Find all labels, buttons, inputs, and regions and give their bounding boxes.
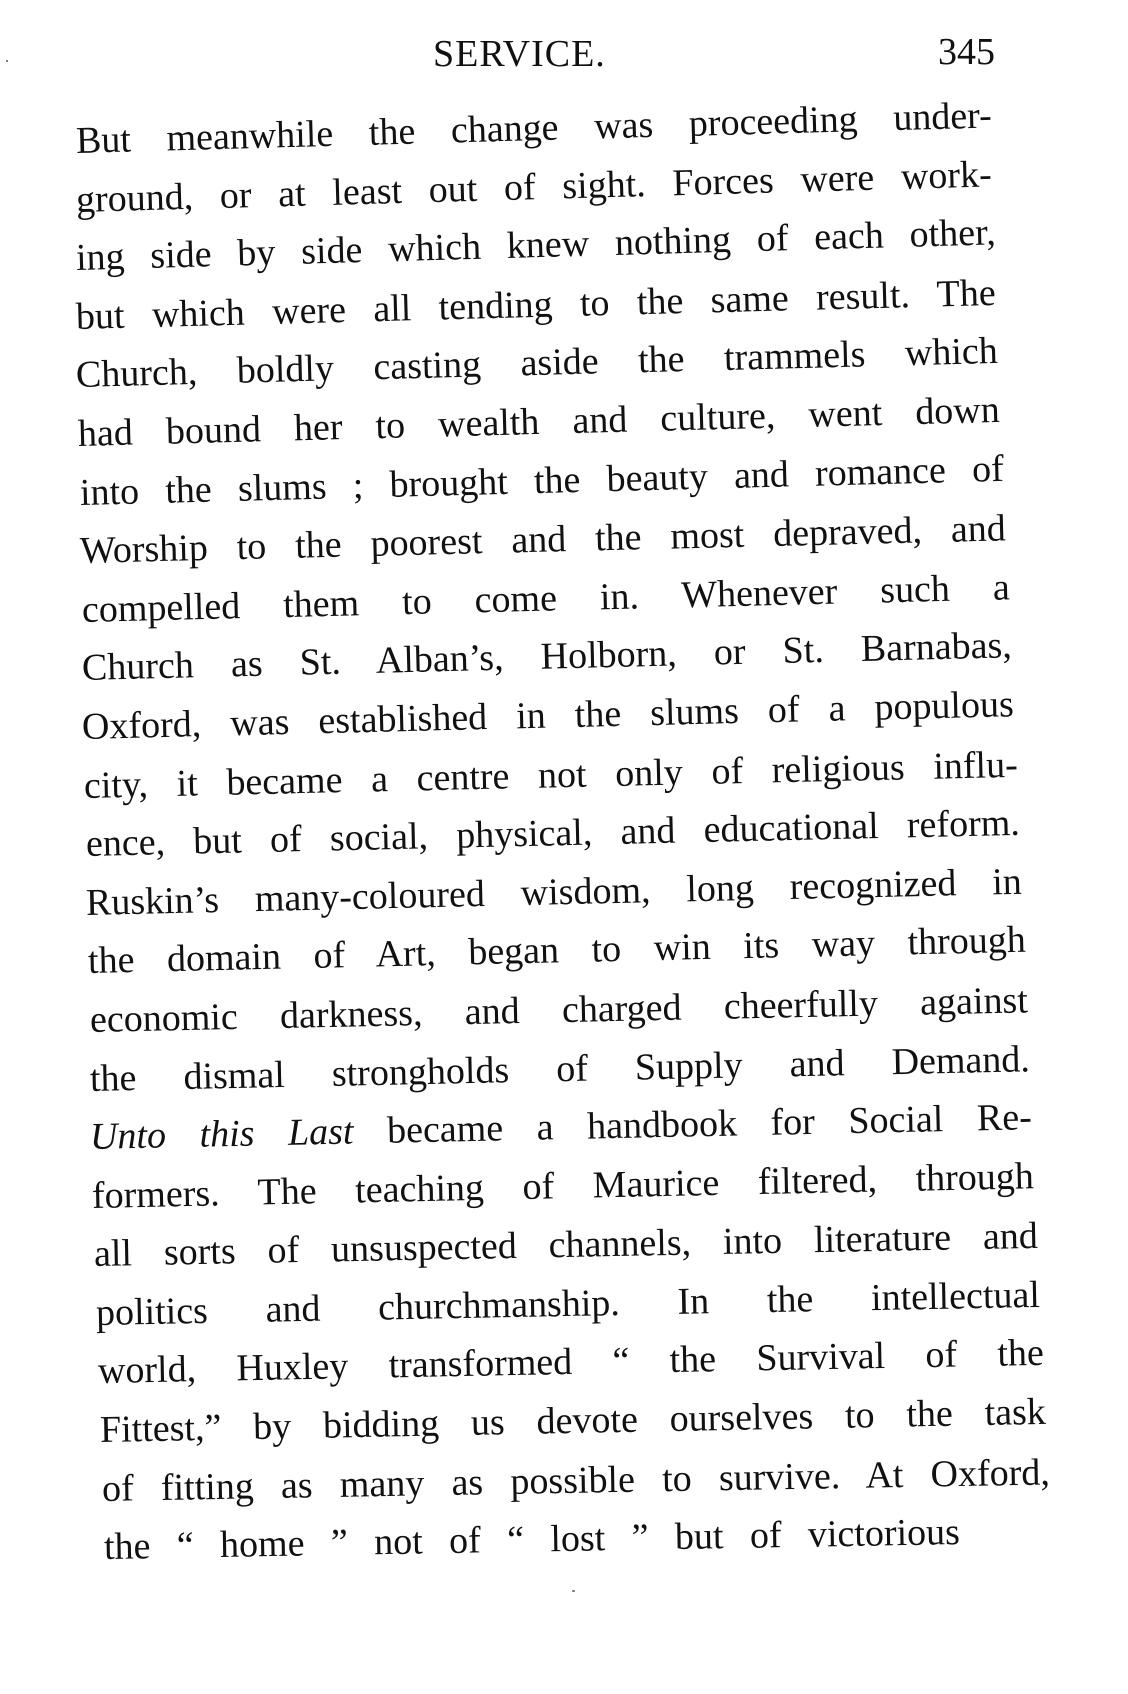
text-line: but which were all tending to the same result. The [75,271,997,338]
text-line: Church as St. Alban’s, Holborn, or St. Barnabas, [81,624,1013,690]
text-line: all sorts of unsuspected channels, into literature and [93,1215,1039,1276]
text-line: of fitting as many as possible to survive. At Oxford, [101,1451,1051,1510]
body-text [75,94,1051,1577]
text-line: Ruskin’s many-coloured wisdom, long recognized in [85,860,1023,924]
text-line-last: the “ home ” not of “ lost ” but of victorious [103,1511,961,1569]
text-line: ence, but of social, physical, and educational reform. [85,801,1021,866]
text-line: Church, boldly casting aside the trammels which [75,330,999,397]
text-line: formers. The teaching of Maurice filtered, through [91,1154,1035,1217]
foot-speck [572,1590,575,1592]
page-header [0,32,1128,82]
running-title: SERVICE. [433,33,606,75]
text-line: into the slums ; brought the beauty and romance of [79,447,1005,514]
text-line: ground, or at least out of sight. Forces were work- [75,153,993,221]
text-line: compelled them to come in. Whenever such a [81,566,1011,631]
text-line: the dismal strongholds of Supply and Demand. [89,1037,1031,1100]
page-number: 345 [938,31,995,73]
text-line: world, Huxley transformed “ the Survival of the [97,1332,1045,1393]
text-line-rest: became a handbook for Social Re- [386,1096,1033,1152]
text-line: had bound her to wealth and culture, went down [77,388,1001,455]
text-line: Fittest,” by bidding us devote ourselves to the task [99,1390,1047,1452]
text-line: ing side by side which knew nothing of each other, [75,211,997,280]
text-line: city, it became a centre not only of religious influ- [83,743,1019,807]
text-line: politics and churchmanship. In the intellectual [95,1273,1041,1334]
book-title: Unto this Last [89,1110,354,1159]
text-line: Worship to the poorest and the most depraved, and [79,507,1007,573]
text-line: But meanwhile the change was proceeding under- [75,94,993,162]
text-line: Oxford, was established in the slums of a populous [81,683,1015,748]
text-line: economic darkness, and charged cheerfully against [89,979,1029,1041]
text-line: the domain of Art, began to win its way through [87,919,1027,983]
